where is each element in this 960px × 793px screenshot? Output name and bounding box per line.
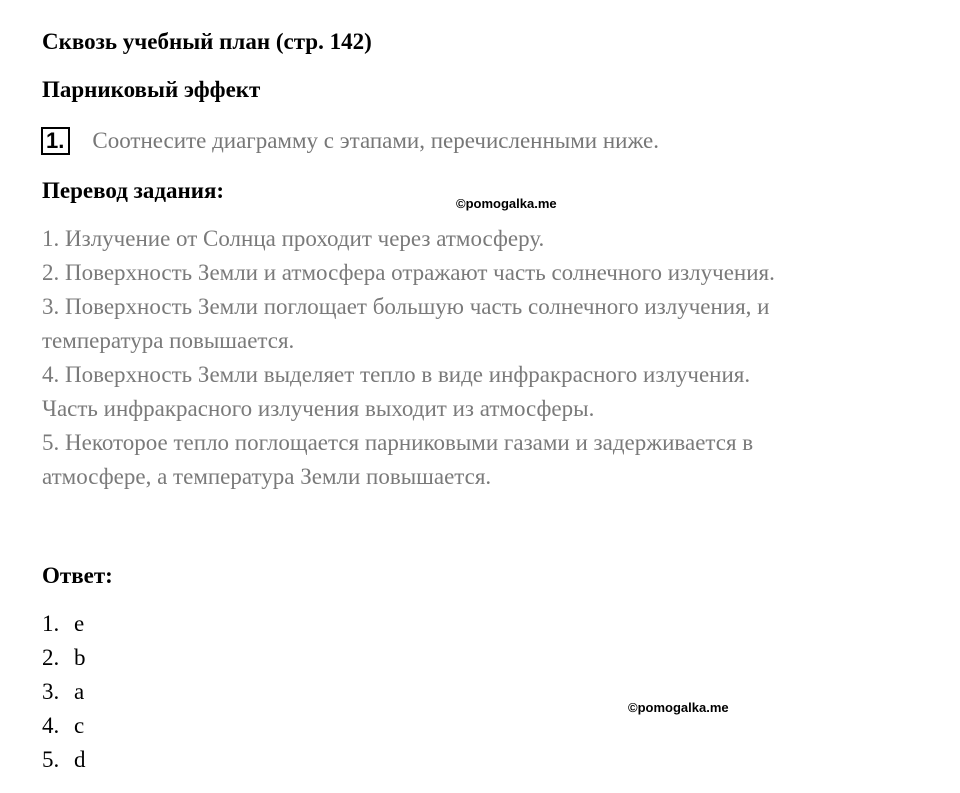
task-row	[41, 127, 659, 155]
list-item	[42, 709, 86, 743]
translation-line: 4. Поверхность Земли выделяет тепло в виде инфракрасного излучения.	[42, 362, 751, 387]
list-item	[42, 743, 86, 777]
answer-heading: Ответ:	[42, 563, 113, 588]
task-number-box: 1.	[41, 127, 70, 155]
translation-line: 3. Поверхность Земли поглощает большую часть солнечного излучения, и	[42, 294, 770, 319]
translation-line: 1. Излучение от Солнца проходит через атмосферу.	[42, 226, 545, 251]
answer-number: 2.	[42, 645, 60, 670]
answer-value: a	[74, 679, 85, 704]
section-subtitle: Парниковый эффект	[42, 77, 261, 102]
answer-value: b	[74, 645, 86, 670]
answer-number: 5.	[42, 747, 60, 772]
answer-list	[42, 607, 86, 777]
translation-heading: Перевод задания:	[42, 178, 225, 203]
list-item	[42, 641, 86, 675]
page-title: Сквозь учебный план (стр. 142)	[42, 29, 372, 54]
watermark: ©pomogalka.me	[628, 700, 729, 715]
translation-line: атмосфере, а температура Земли повышается.	[42, 464, 492, 489]
answer-number: 1.	[42, 611, 60, 636]
translation-line: температура повышается.	[42, 328, 295, 353]
answer-number: 3.	[42, 679, 60, 704]
translation-line: Часть инфракрасного излучения выходит из атмосферы.	[42, 396, 595, 421]
translation-text	[42, 222, 775, 494]
answer-value: d	[74, 747, 86, 772]
answer-value: c	[74, 713, 85, 738]
answer-number: 4.	[42, 713, 60, 738]
task-instruction: Соотнесите диаграмму с этапами, перечисленными ниже.	[92, 128, 660, 153]
translation-line: 5. Некоторое тепло поглощается парниковыми газами и задерживается в	[42, 430, 754, 455]
list-item	[42, 675, 86, 709]
translation-line: 2. Поверхность Земли и атмосфера отражают часть солнечного излучения.	[42, 260, 775, 285]
answer-value: e	[74, 611, 85, 636]
list-item	[42, 607, 86, 641]
watermark: ©pomogalka.me	[456, 196, 557, 211]
